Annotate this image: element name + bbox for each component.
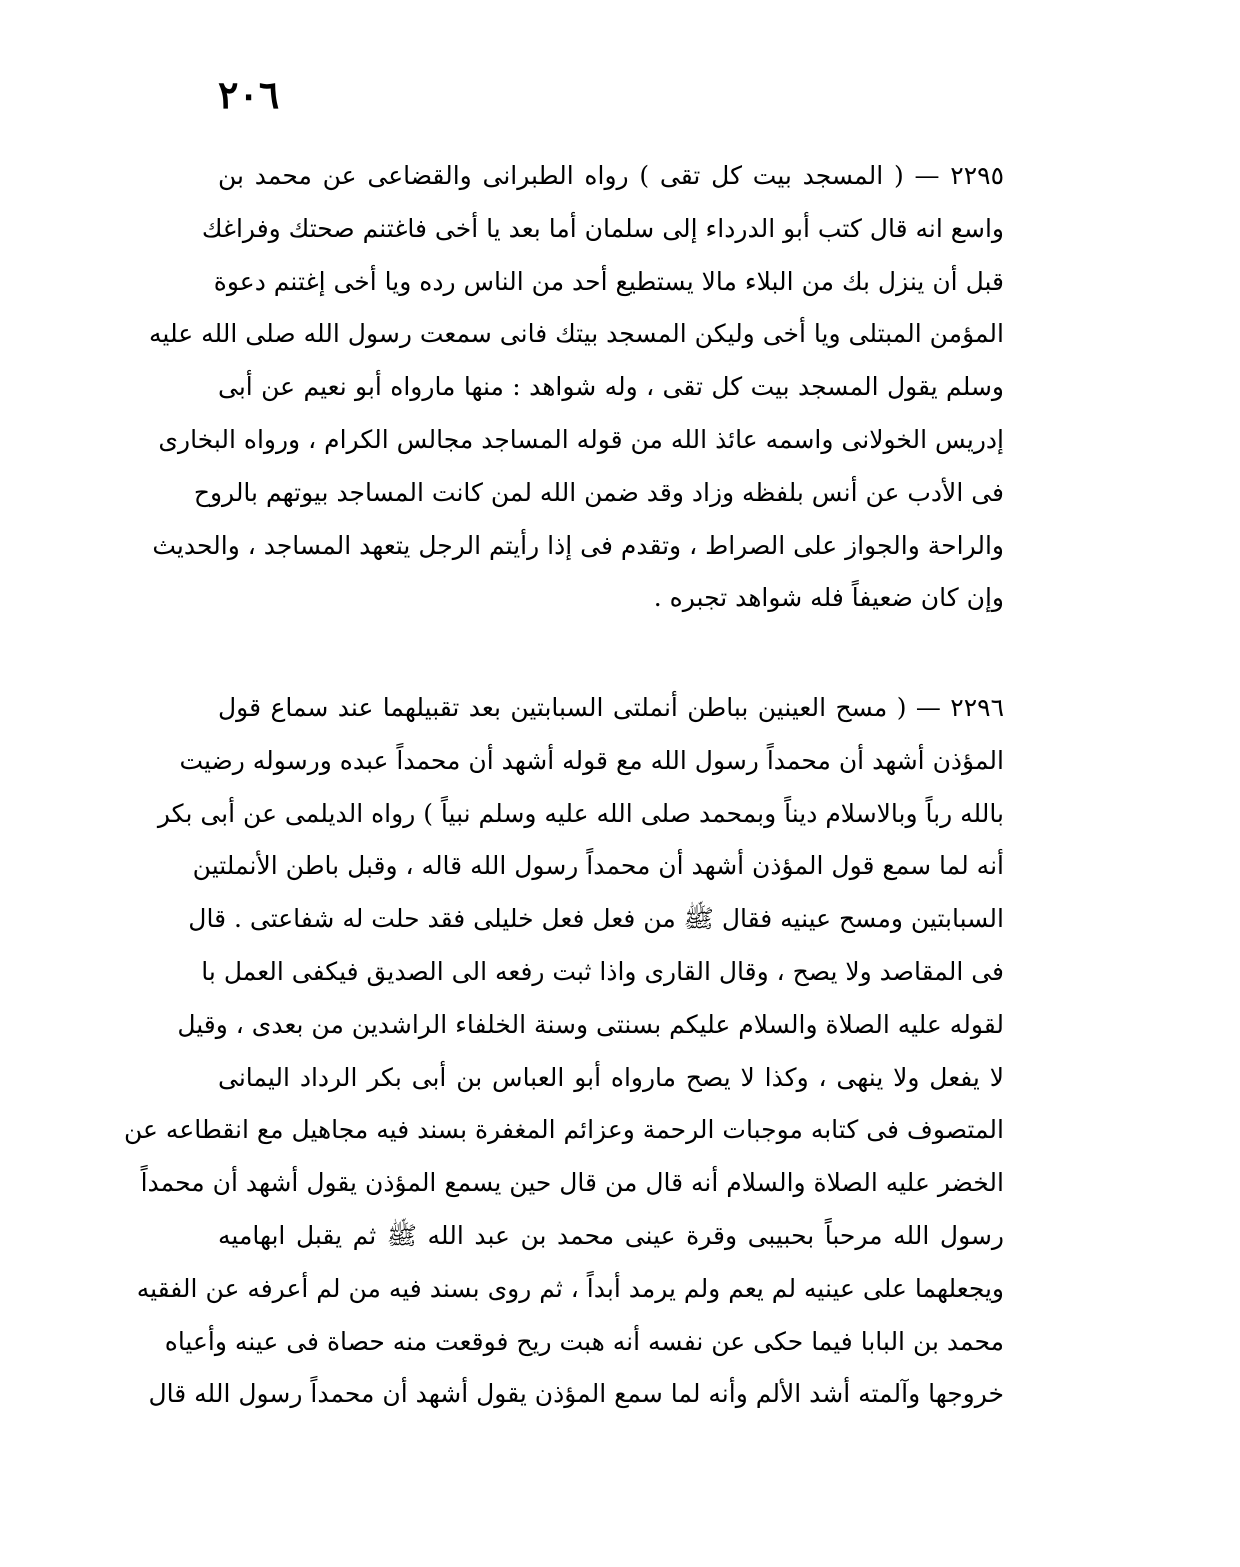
text-line: واسع انه قال كتب أبو الدرداء إلى سلمان أما بعد يا أخى فاغتنم صحتك وفراغك <box>201 213 1004 243</box>
hadith-entry-2295 <box>149 150 1004 625</box>
text-line: فى الأدب عن أنس بلفظه وزاد وقد ضمن الله لمن كانت المساجد بيوتهم بالروح <box>193 477 1004 507</box>
text-line: لا يفعل ولا ينهى ، وكذا لا يصح مارواه أبو العباس بن أبى بكر الرداد اليمانى <box>218 1062 1004 1092</box>
text-line: أنه لما سمع قول المؤذن أشهد أن محمداً رسول الله قاله ، وقبل باطن الأنملتين <box>192 851 1004 881</box>
text-line: ٢٢٩٥ — ( المسجد بيت كل تقى ) رواه الطبرانى والقضاعى عن محمد بن <box>218 161 1004 190</box>
text-line: وإن كان ضعيفاً فله شواهد تجبره . <box>653 583 1004 613</box>
text-line: قبل أن ينزل بك من البلاء مالا يستطيع أحد من الناس رده ويا أخى إغتنم دعوة <box>213 266 1004 296</box>
text-line: بالله رباً وبالاسلام ديناً وبمحمد صلى الله عليه وسلم نبياً ) رواه الديلمى عن أبى بكر <box>157 798 1004 828</box>
text-line: السبابتين ومسح عينيه فقال ﷺ من فعل فعل خليلى فقد حلت له شفاعتى . قال <box>188 904 1004 934</box>
text-line: والراحة والجواز على الصراط ، وتقدم فى إذا رأيتم الرجل يتعهد المساجد ، والحديث <box>152 530 1004 560</box>
text-line: المؤمن المبتلى ويا أخى وليكن المسجد بيتك فانى سمعت رسول الله صلى الله عليه <box>149 319 1004 349</box>
hadith-entry-2296 <box>124 682 1005 1421</box>
text-line: المتصوف فى كتابه موجبات الرحمة وعزائم المغفرة بسند فيه مجاهيل مع انقطاعه عن <box>124 1115 1004 1145</box>
text-line: المؤذن أشهد أن محمداً رسول الله مع قوله أشهد أن محمداً عبده ورسوله رضيت <box>179 745 1004 775</box>
text-line: إدريس الخولانى واسمه عائذ الله من قوله المساجد مجالس الكرام ، ورواه البخارى <box>158 424 1004 454</box>
text-line: خروجها وآلمته أشد الألم وأنه لما سمع المؤذن يقول أشهد أن محمداً رسول الله قال <box>148 1379 1004 1409</box>
text-line: فى المقاصد ولا يصح ، وقال القارى واذا ثبت رفعه الى الصديق فيكفى العمل با <box>201 956 1004 986</box>
text-line: الخضر عليه الصلاة والسلام أنه قال من قال حين يسمع المؤذن يقول أشهد أن محمداً <box>140 1168 1004 1198</box>
text-line: رسول الله مرحباً بحبيبى وقرة عينى محمد بن عبد الله ﷺ ثم يقبل ابهاميه <box>218 1220 1005 1250</box>
text-line: محمد بن البابا فيما حكى عن نفسه أنه هبت ريح فوقعت منه حصاة فى عينه وأعياه <box>164 1326 1004 1356</box>
text-line: ويجعلهما على عينيه لم يعم ولم يرمد أبداً ، ثم روى بسند فيه من لم أعرفه عن الفقيه <box>136 1273 1004 1303</box>
page-number: ٢٠٦ <box>218 72 280 117</box>
text-line: وسلم يقول المسجد بيت كل تقى ، وله شواهد : منها مارواه أبو نعيم عن أبى <box>218 372 1004 402</box>
text-line: لقوله عليه الصلاة والسلام عليكم بسنتى وسنة الخلفاء الراشدين من بعدى ، وقيل <box>177 1009 1004 1039</box>
text-line: ٢٢٩٦ — ( مسح العينين بباطن أنملتى السبابتين بعد تقبيلهما عند سماع قول <box>218 693 1004 722</box>
